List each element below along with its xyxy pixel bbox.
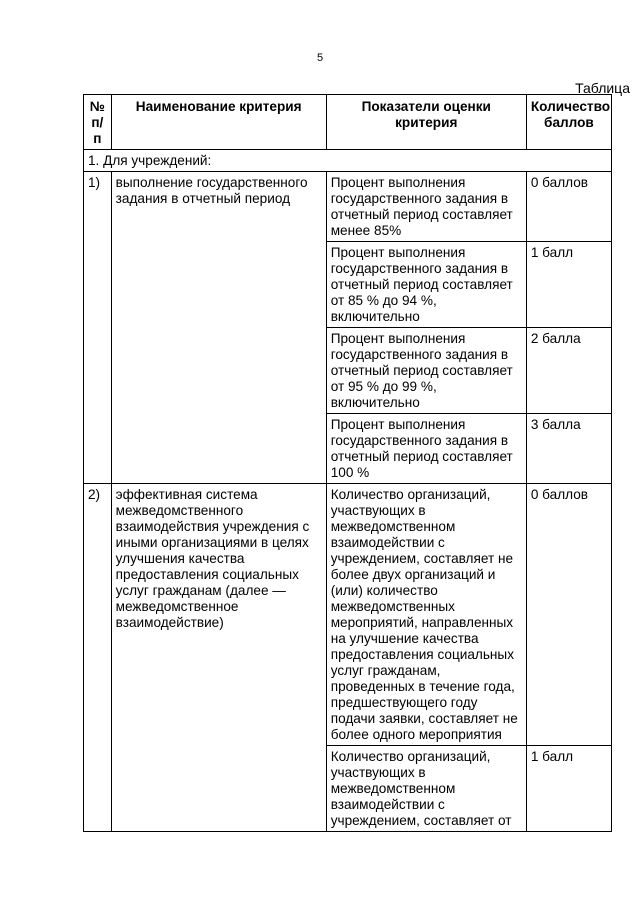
table-row [84,172,612,242]
page-number: 5 [316,52,324,64]
indicator-cell: Процент выполнения государственного задания в отчетный период составляет от 95 % до 99 %, включительно [326,328,526,414]
points-cell: 0 баллов [526,484,611,746]
criterion-name: выполнение государственного задания в отчетный период [111,172,326,484]
header-indicators: Показатели оценки критерия [326,95,526,150]
table-caption: Таблица [575,80,630,96]
header-name: Наименование критерия [111,95,326,150]
table-header-row [84,95,612,150]
points-cell: 3 балла [526,414,611,484]
section-title: 1. Для учреждений: [84,150,612,172]
criteria-table [83,94,612,832]
indicator-cell: Процент выполнения государственного задания в отчетный период составляет 100 % [326,414,526,484]
criterion-num: 2) [84,484,112,832]
points-cell: 1 балл [526,242,611,328]
indicator-cell: Процент выполнения государственного задания в отчетный период составляет от 85 % до 94 %, включительно [326,242,526,328]
indicator-cell: Количество организаций, участвующих в межведомственном взаимодействии с учреждением, составляет не более двух организаций и (или) количество межведомственных мероприятий, направленных на улучшение качества предоставления социальных услуг гражданам, проведенных в течение года, предшествующего году подачи заявки, составляет не более одного мероприятия [326,484,526,746]
indicator-cell: Количество организаций, участвующих в межведомственном взаимодействии с учреждением, составляет от [326,746,526,832]
points-cell: 2 балла [526,328,611,414]
table-row [84,484,612,746]
section-row [84,150,612,172]
indicator-cell: Процент выполнения государственного задания в отчетный период составляет менее 85% [326,172,526,242]
header-num: № п/п [84,95,112,150]
points-cell: 0 баллов [526,172,611,242]
header-points: Количество баллов [526,95,611,150]
criterion-name: эффективная система межведомственного взаимодействия учреждения с иными организациями в целях улучшения качества предоставления социальных услуг гражданам (далее — межведомственное взаимодействие) [111,484,326,832]
points-cell: 1 балл [526,746,611,832]
criterion-num: 1) [84,172,112,484]
